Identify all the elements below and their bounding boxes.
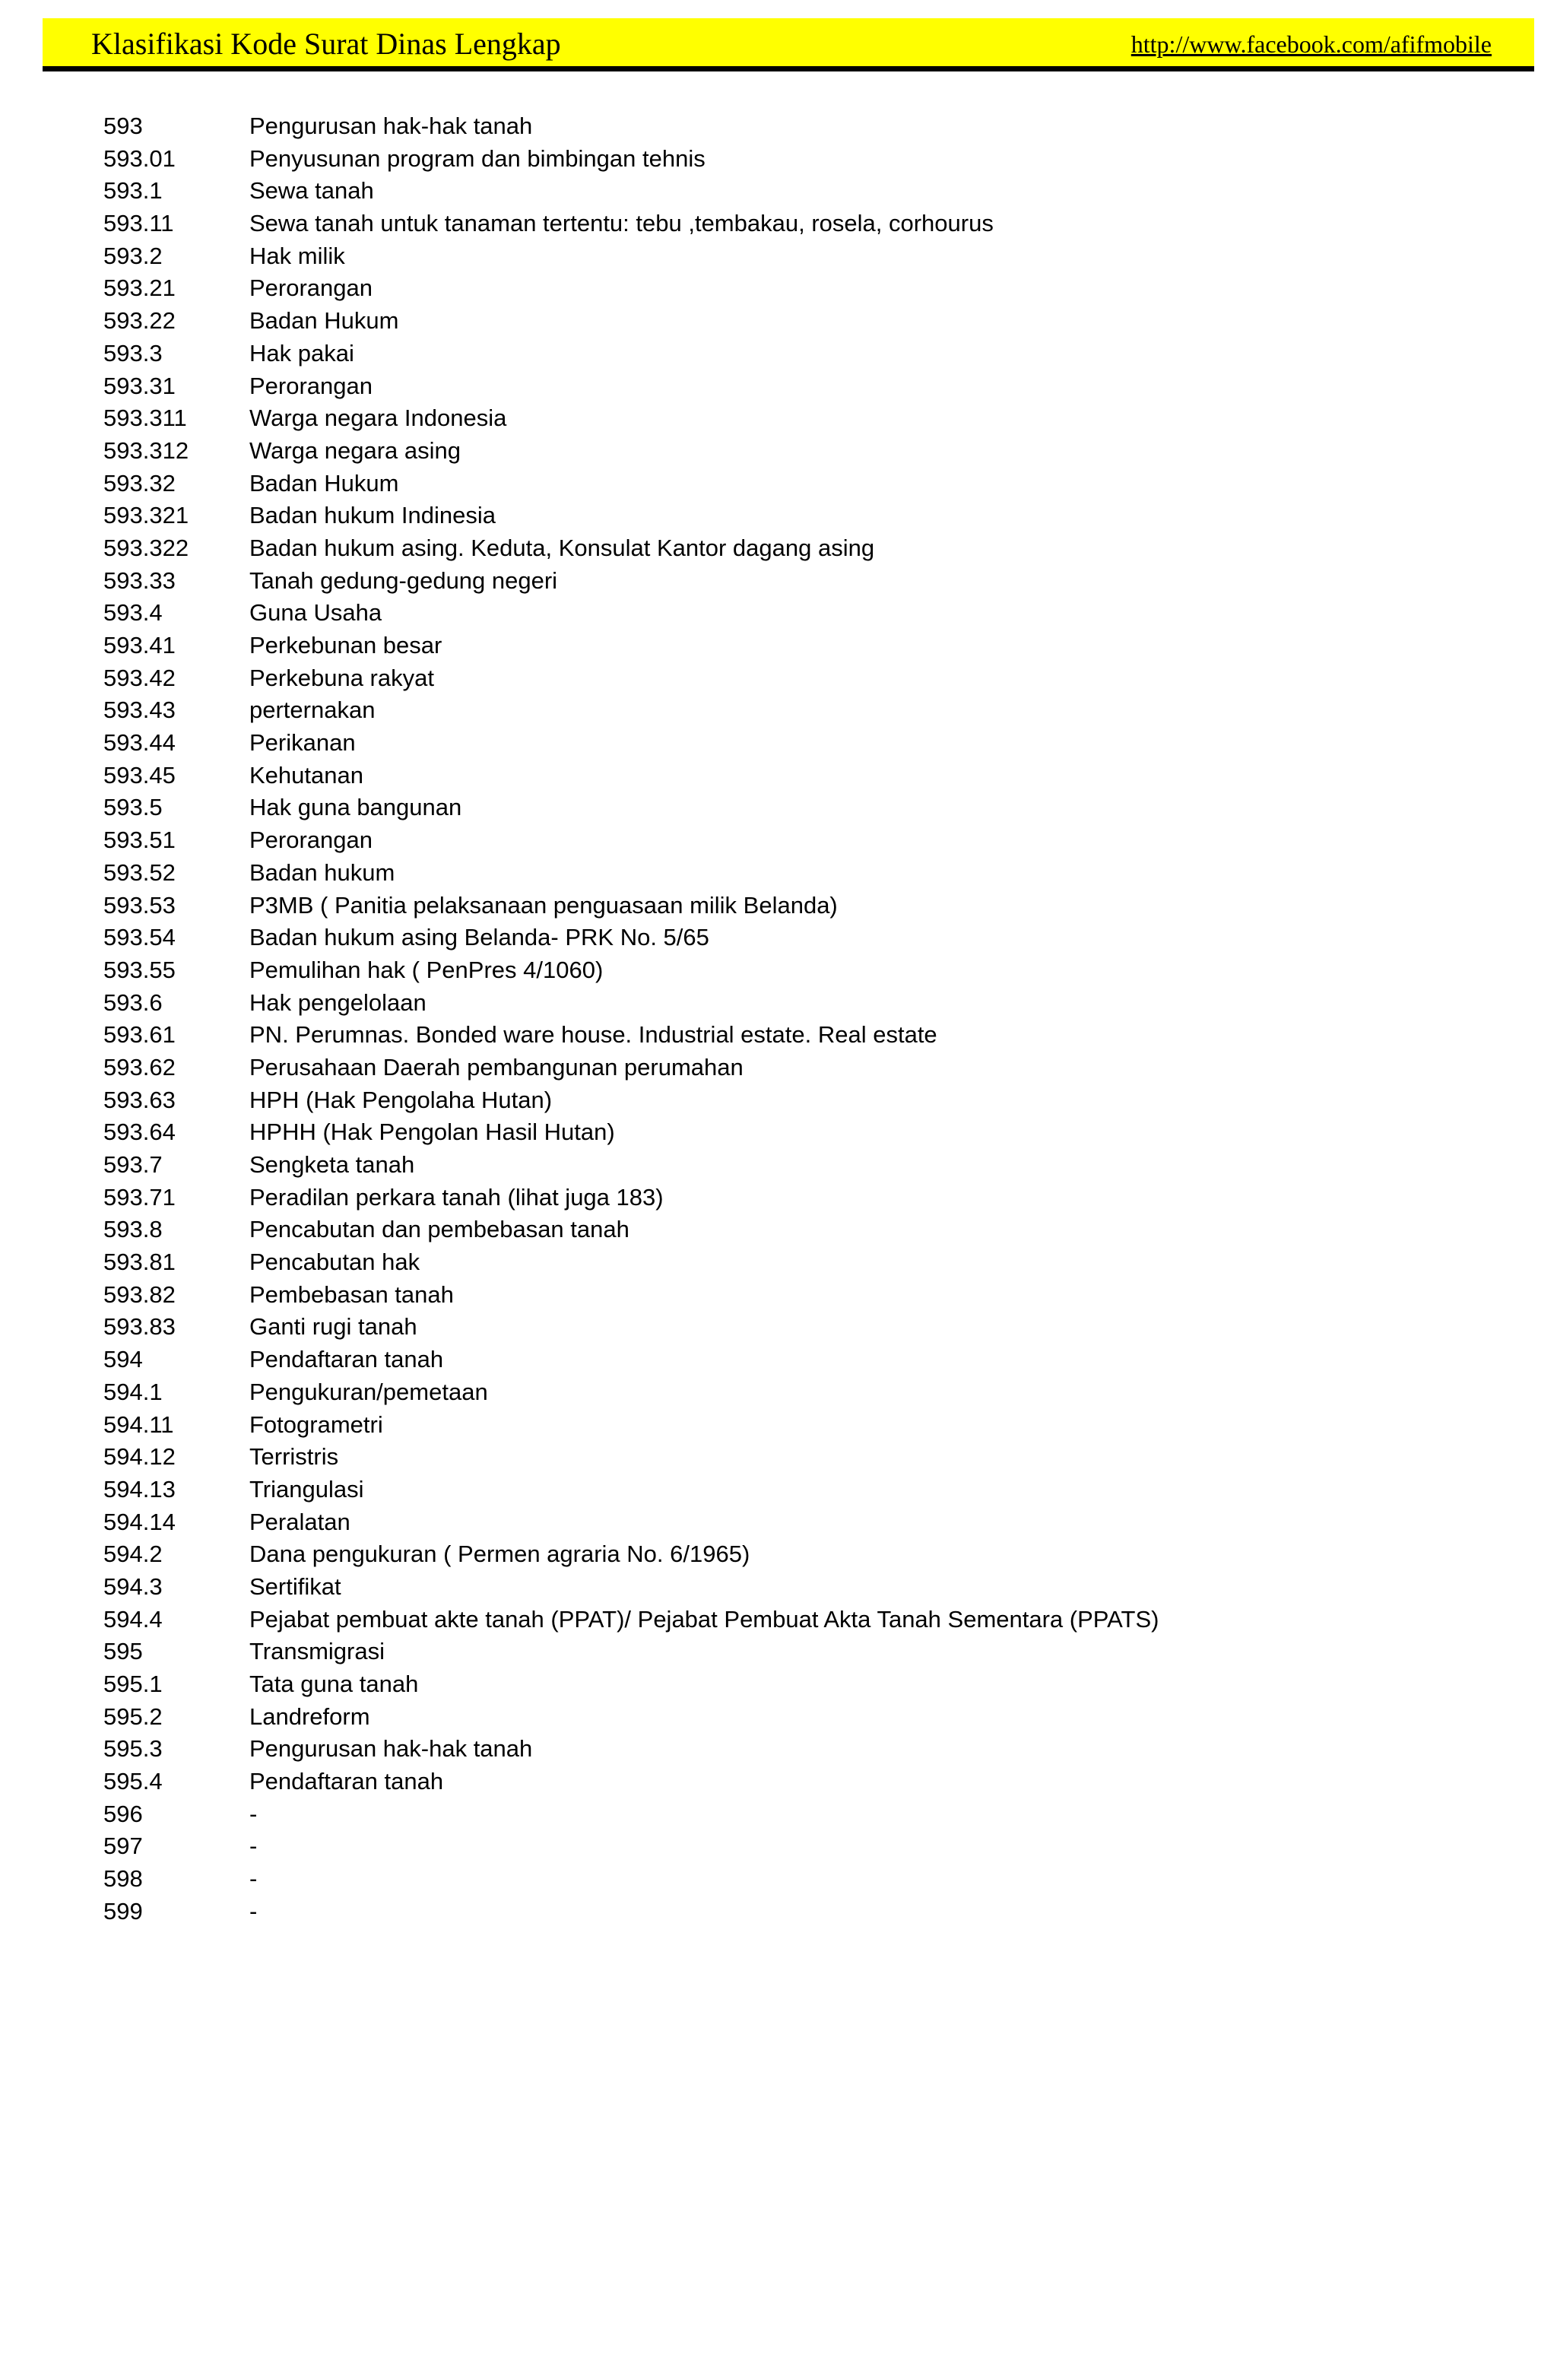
- entry-description: Terristris: [249, 1443, 339, 1471]
- entry-description: Dana pengukuran ( Permen agraria No. 6/1965): [249, 1541, 750, 1568]
- page-header: [43, 18, 1534, 71]
- entry-code: 593.33: [103, 566, 176, 594]
- entry-description: Perorangan: [249, 372, 373, 399]
- entry-code: 594.3: [103, 1572, 163, 1600]
- entry-description: Guna Usaha: [249, 599, 382, 627]
- entry-code: 593.311: [103, 405, 187, 432]
- entry-description: Pengurusan hak-hak tanah: [249, 113, 533, 139]
- entry-description: perternakan: [249, 697, 376, 724]
- entry-code: 593.22: [103, 307, 176, 335]
- entry-description: P3MB ( Panitia pelaksanaan penguasaan milik Belanda): [249, 891, 838, 919]
- entry-code: 594.4: [103, 1605, 163, 1633]
- entry-description: Perusahaan Daerah pembangunan perumahan: [249, 1053, 744, 1081]
- entry-code: 593.21: [103, 274, 176, 302]
- entry-code: 593.6: [103, 988, 163, 1016]
- entry-description: Pencabutan hak: [249, 1249, 420, 1276]
- entry-description: Badan hukum asing. Keduta, Konsulat Kantor dagang asing: [249, 534, 875, 561]
- entry-description: -: [249, 1833, 258, 1860]
- entry-code: 594.14: [103, 1508, 176, 1535]
- entry-code: 593.54: [103, 924, 176, 951]
- entry-code: 593.321: [103, 502, 189, 529]
- entry-code: 599: [103, 1897, 143, 1925]
- entry-code: 595: [103, 1638, 143, 1665]
- entry-description: Perkebuna rakyat: [249, 664, 434, 691]
- entry-description: Hak pengelolaan: [249, 988, 427, 1016]
- entry-code: 593.63: [103, 1086, 176, 1113]
- page-title: Klasifikasi Kode Surat Dinas Lengkap: [91, 27, 561, 61]
- entry-description: Warga negara Indonesia: [249, 405, 507, 432]
- entry-description: Hak guna bangunan: [249, 794, 462, 821]
- entry-description: Badan hukum: [249, 858, 395, 886]
- entry-code: 593.8: [103, 1216, 163, 1243]
- entry-description: Tanah gedung-gedung negeri: [249, 566, 558, 594]
- entry-description: Badan Hukum: [249, 307, 399, 335]
- entry-description: Perorangan: [249, 274, 373, 302]
- entry-description: Pendaftaran tanah: [249, 1768, 444, 1795]
- entry-code: 593.41: [103, 632, 176, 658]
- entry-code: 593.42: [103, 664, 176, 691]
- entry-code: 593.312: [103, 436, 189, 464]
- facebook-link[interactable]: http://www.facebook.com/afifmobile: [1130, 30, 1492, 58]
- entry-description: Tata guna tanah: [249, 1671, 419, 1697]
- entry-code: 593.43: [103, 697, 176, 724]
- entry-code: 593.45: [103, 761, 176, 789]
- entry-code: 593.5: [103, 794, 163, 821]
- entry-description: Perkebunan besar: [249, 632, 442, 658]
- entry-code: 594.1: [103, 1378, 163, 1405]
- entry-code: 593.7: [103, 1151, 163, 1178]
- entry-code: 594: [103, 1346, 143, 1373]
- entry-description: Peralatan: [249, 1508, 350, 1535]
- entry-code: 593.64: [103, 1119, 176, 1146]
- entry-description: Pendaftaran tanah: [249, 1346, 444, 1373]
- entry-code: 593.3: [103, 339, 163, 367]
- entry-code: 593.11: [103, 210, 174, 237]
- entry-code: 593.322: [103, 534, 189, 561]
- entry-description: Badan Hukum: [249, 469, 399, 497]
- entry-code: 593.52: [103, 858, 176, 886]
- entry-description: Kehutanan: [249, 761, 363, 789]
- entry-code: 593.2: [103, 242, 163, 269]
- entry-description: Penyusunan program dan bimbingan tehnis: [249, 144, 706, 172]
- entry-code: 593.32: [103, 469, 176, 497]
- entry-code: 594.12: [103, 1443, 176, 1471]
- entry-code: 593.01: [103, 144, 176, 172]
- entry-description: Landreform: [249, 1702, 370, 1730]
- entry-description: HPH (Hak Pengolaha Hutan): [249, 1086, 553, 1113]
- entry-description: PN. Perumnas. Bonded ware house. Industrial estate. Real estate: [249, 1021, 937, 1049]
- entry-code: 593.83: [103, 1313, 176, 1341]
- entry-code: 593.4: [103, 599, 163, 627]
- entry-description: -: [249, 1865, 258, 1893]
- entry-description: Hak pakai: [249, 339, 354, 367]
- entry-description: Perorangan: [249, 827, 373, 854]
- entry-description: Pembebasan tanah: [249, 1280, 454, 1308]
- entry-description: Pengukuran/pemetaan: [249, 1378, 488, 1405]
- entry-code: 593: [103, 113, 143, 139]
- entry-description: Peradilan perkara tanah (lihat juga 183): [249, 1183, 664, 1211]
- entry-code: 593.55: [103, 956, 176, 983]
- entry-description: Sengketa tanah: [249, 1151, 415, 1178]
- entry-code: 593.51: [103, 827, 176, 854]
- entry-code: 593.82: [103, 1280, 176, 1308]
- entry-code: 595.1: [103, 1671, 163, 1697]
- entry-code: 595.4: [103, 1768, 163, 1795]
- entry-code: 594.11: [103, 1411, 174, 1438]
- entry-description: Sertifikat: [249, 1572, 341, 1600]
- entry-description: Badan hukum asing Belanda- PRK No. 5/65: [249, 924, 709, 951]
- entry-description: Sewa tanah untuk tanaman tertentu: tebu ,tembakau, rosela, corhourus: [249, 210, 994, 237]
- entry-code: 593.61: [103, 1021, 176, 1049]
- entry-code: 593.31: [103, 372, 176, 399]
- entry-description: Hak milik: [249, 242, 345, 269]
- entry-description: Warga negara asing: [249, 436, 461, 464]
- entry-code: 594.2: [103, 1541, 163, 1568]
- entry-code: 593.62: [103, 1053, 176, 1081]
- entry-description: Pengurusan hak-hak tanah: [249, 1735, 533, 1763]
- entry-description: Badan hukum Indinesia: [249, 502, 496, 529]
- entry-description: -: [249, 1800, 258, 1827]
- entry-code: 593.44: [103, 729, 176, 757]
- entry-code: 598: [103, 1865, 143, 1893]
- entry-code: 593.53: [103, 891, 176, 919]
- entry-code: 593.1: [103, 177, 163, 205]
- entry-description: Pemulihan hak ( PenPres 4/1060): [249, 956, 604, 983]
- entry-code: 595.3: [103, 1735, 163, 1763]
- entry-description: -: [249, 1897, 258, 1925]
- entry-description: Ganti rugi tanah: [249, 1313, 417, 1341]
- entry-description: HPHH (Hak Pengolan Hasil Hutan): [249, 1119, 615, 1146]
- entry-description: Pejabat pembuat akte tanah (PPAT)/ Pejabat Pembuat Akta Tanah Sementara (PPATS): [249, 1605, 1159, 1633]
- entry-code: 596: [103, 1800, 143, 1827]
- entry-description: Pencabutan dan pembebasan tanah: [249, 1216, 629, 1243]
- entry-description: Perikanan: [249, 729, 356, 757]
- entry-code: 597: [103, 1833, 143, 1860]
- entry-code: 595.2: [103, 1702, 163, 1730]
- entry-description: Sewa tanah: [249, 177, 374, 205]
- entry-code: 593.71: [103, 1183, 176, 1211]
- entry-description: Triangulasi: [249, 1475, 364, 1503]
- entry-code: 594.13: [103, 1475, 176, 1503]
- entry-code: 593.81: [103, 1249, 176, 1276]
- entry-description: Fotogrametri: [249, 1411, 383, 1438]
- entry-description: Transmigrasi: [249, 1638, 385, 1665]
